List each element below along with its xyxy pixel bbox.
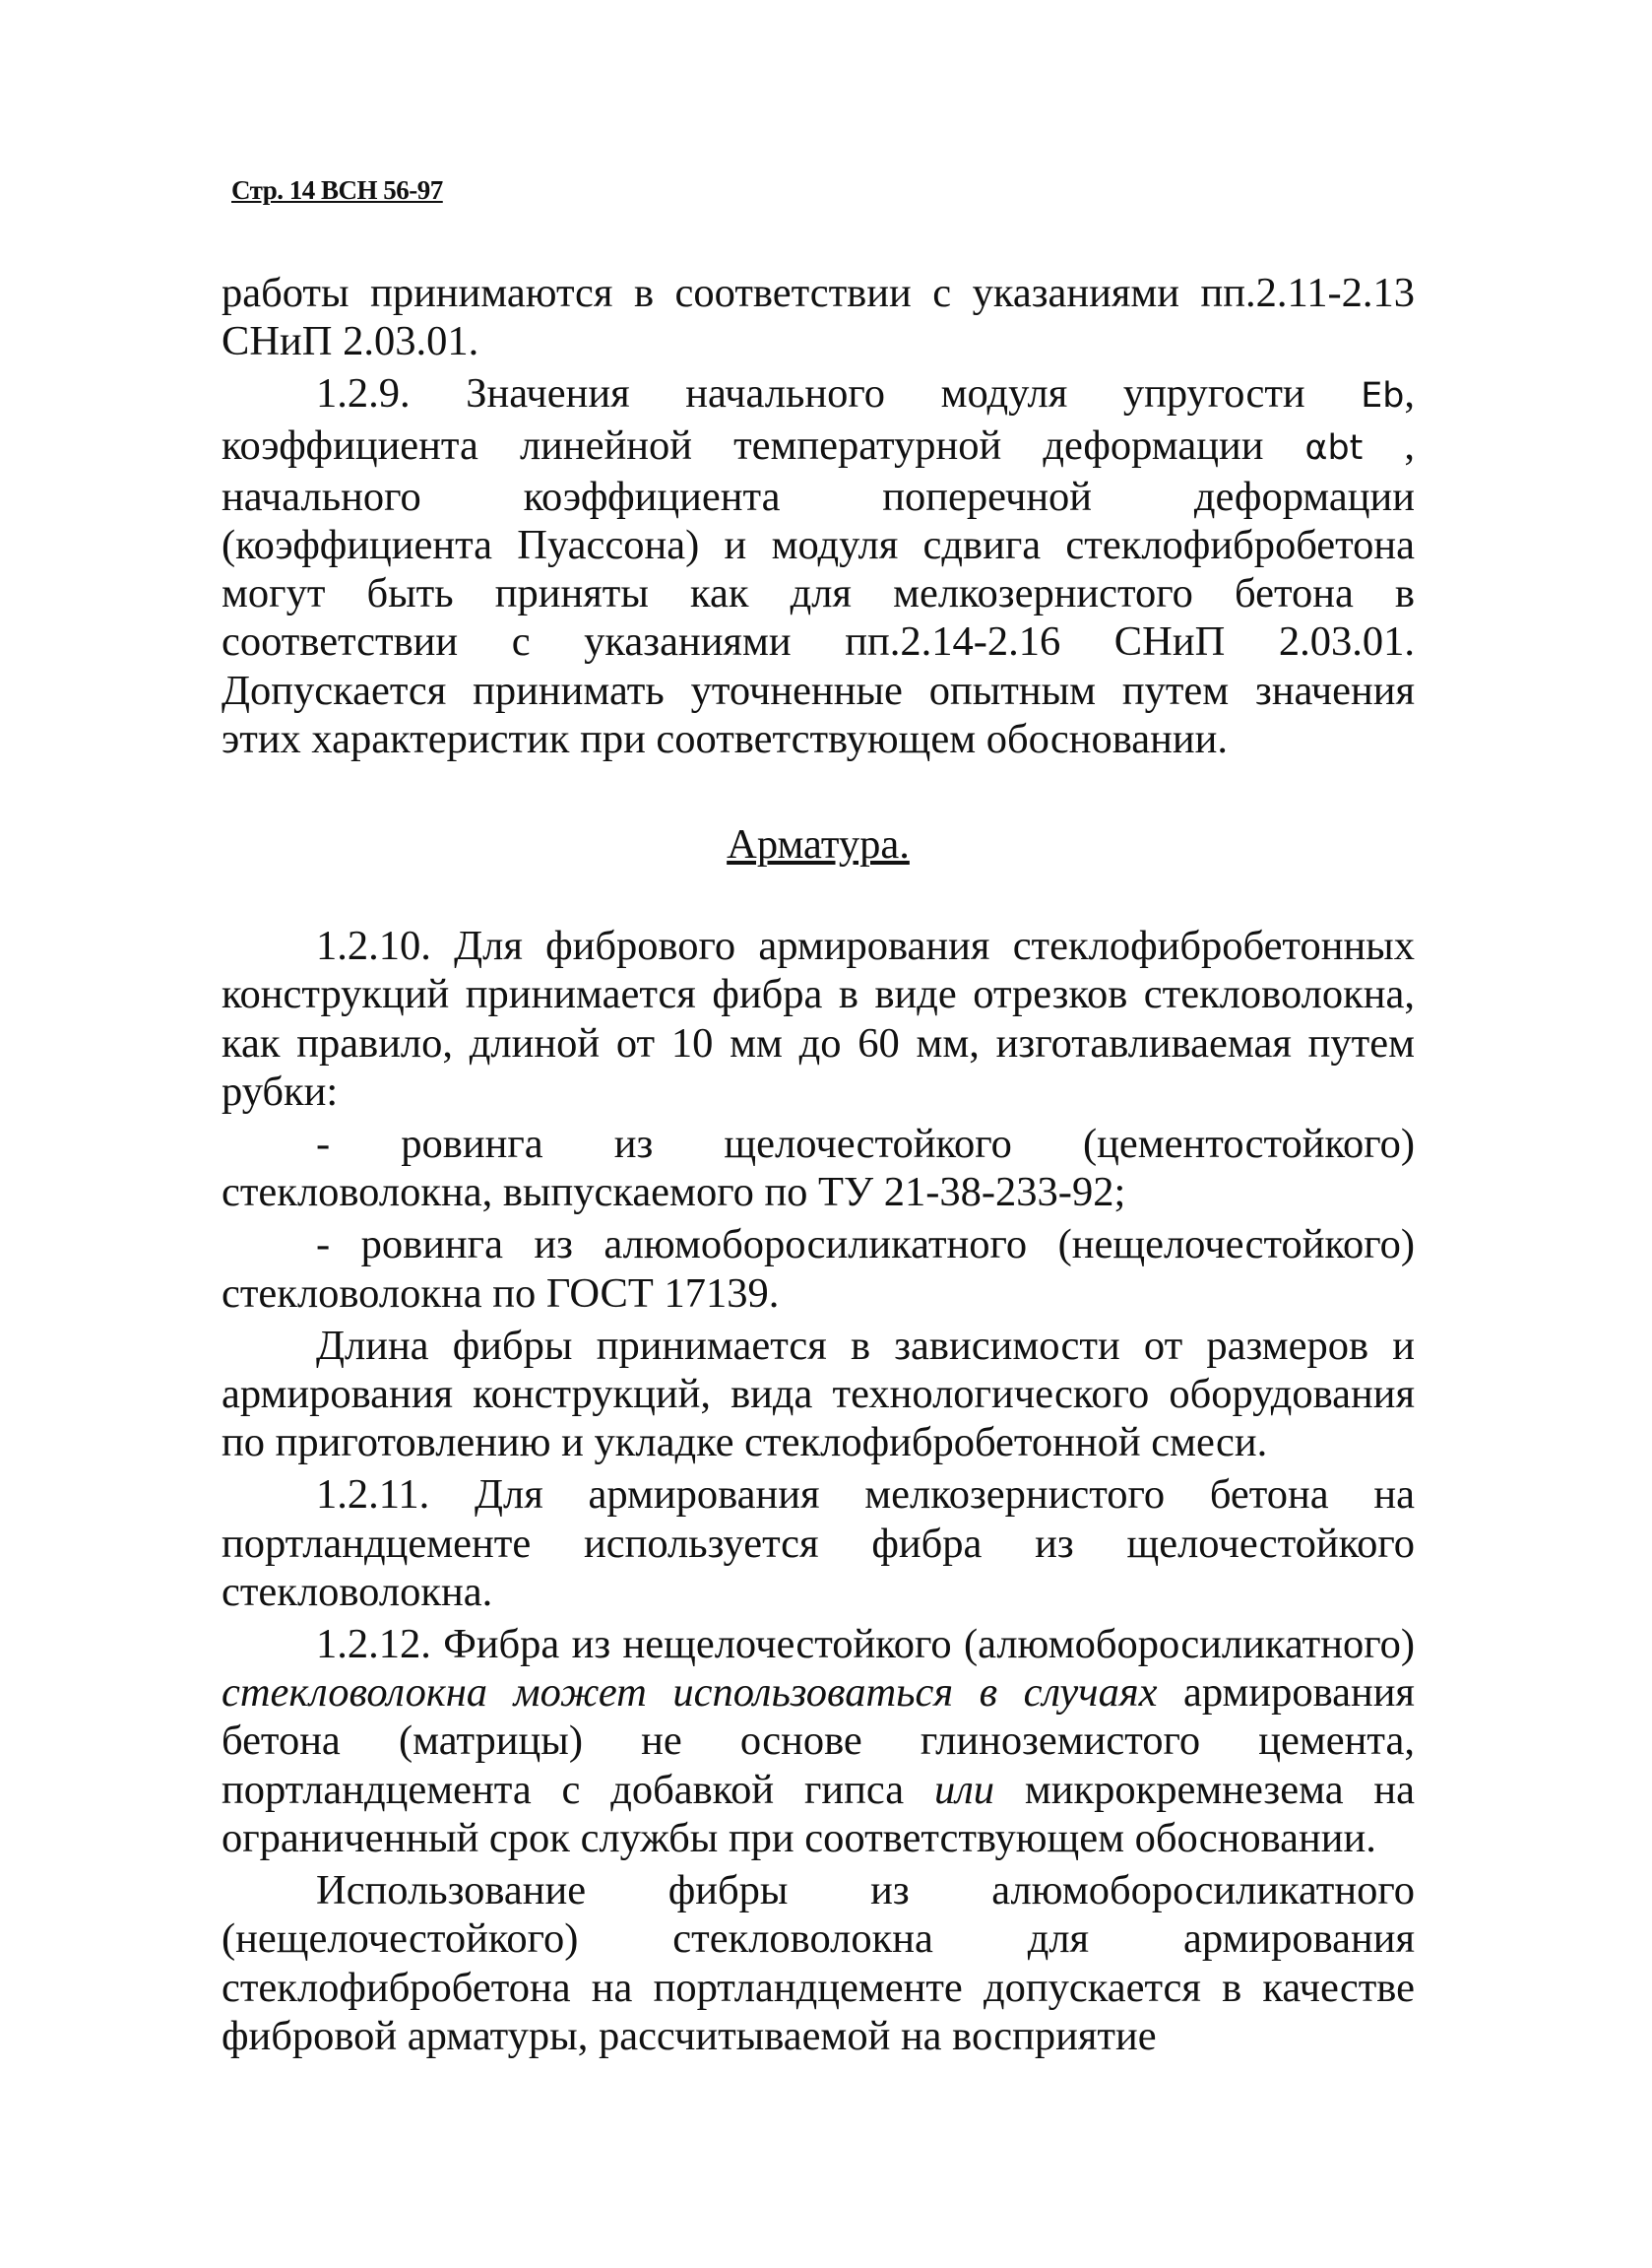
paragraph-usage: Использование фибры из алюмоборосиликатного (нещелочестойкого) стекловолокна для армирования стеклофибробетона на портландцементе допускается в качестве фибровой арматуры, рассчитываемой на восприятие — [222, 1867, 1415, 2059]
paragraph-text: , коэффициента линейной температурной деформации — [222, 370, 1415, 469]
paragraph-italic-text: стекловолокна может использоваться в случаях — [222, 1669, 1158, 1717]
elastic-modulus-symbol: Eb — [1361, 376, 1405, 417]
paragraph-fiber-length: Длина фибры принимается в зависимости от размеров и армирования конструкций, вида технологического оборудования по приготовлению и укладке стеклофибробетонной смеси. — [222, 1322, 1415, 1466]
paragraph-text: , начального коэффициента поперечной деформации (коэффициента Пуассона) и модуля сдвига стеклофибробетона могут быть приняты как для мелкозернистого бетона в соответствии с указаниями пп.2.14-2.16 СНиП 2.03.01. Допускается принимать уточненные опытным путем значения этих характеристик при соответствующем обосновании. — [222, 421, 1415, 762]
paragraph-text: 1.2.12. Фибра из нещелочестойкого (алюмоборосиликатного) — [316, 1621, 1415, 1668]
section-title: Арматура. — [727, 821, 910, 869]
thermal-coefficient-symbol: αbt — [1304, 427, 1364, 468]
paragraph-continuation: работы принимаются в соответствии с указаниями пп.2.11-2.13 СНиП 2.03.01. — [222, 270, 1415, 365]
paragraph-1-2-12 — [222, 1620, 1415, 1862]
paragraph-text: 1.2.9. Значения начального модуля упругости — [316, 370, 1362, 418]
paragraph-text: армирования бетона (матрицы) не основе глиноземистого цемента, портландцемента с добавкой гипса — [222, 1669, 1415, 1813]
paragraph-1-2-11: 1.2.11. Для армирования мелкозернистого бетона на портландцементе используется фибра из щелочестойкого стекловолокна. — [222, 1471, 1415, 1615]
page-body — [222, 269, 1415, 2060]
paragraph-1-2-9 — [222, 369, 1415, 763]
list-item-roving-alkali-resistant: - ровинга из щелочестойкого (цементостойкого) стекловолокна, выпускаемого по ТУ 21-38-233-92; — [222, 1121, 1415, 1216]
paragraph-text: микрокремнезема на ограниченный срок службы при соответствующем обосновании. — [222, 1766, 1415, 1861]
paragraph-italic-text: или — [933, 1766, 995, 1813]
paragraph-1-2-10: 1.2.10. Для фибрового армирования стеклофибробетонных конструкций принимается фибра в виде отрезков стекловолокна, как правило, длиной от 10 мм до 60 мм, изготавливаемая путем рубки: — [222, 923, 1415, 1115]
list-item-roving-aluminoborosilicate: - ровинга из алюмоборосиликатного (нещелочестойкого) стекловолокна по ГОСТ 17139. — [222, 1221, 1415, 1317]
running-head: Стр. 14 ВСН 56-97 — [231, 175, 443, 205]
